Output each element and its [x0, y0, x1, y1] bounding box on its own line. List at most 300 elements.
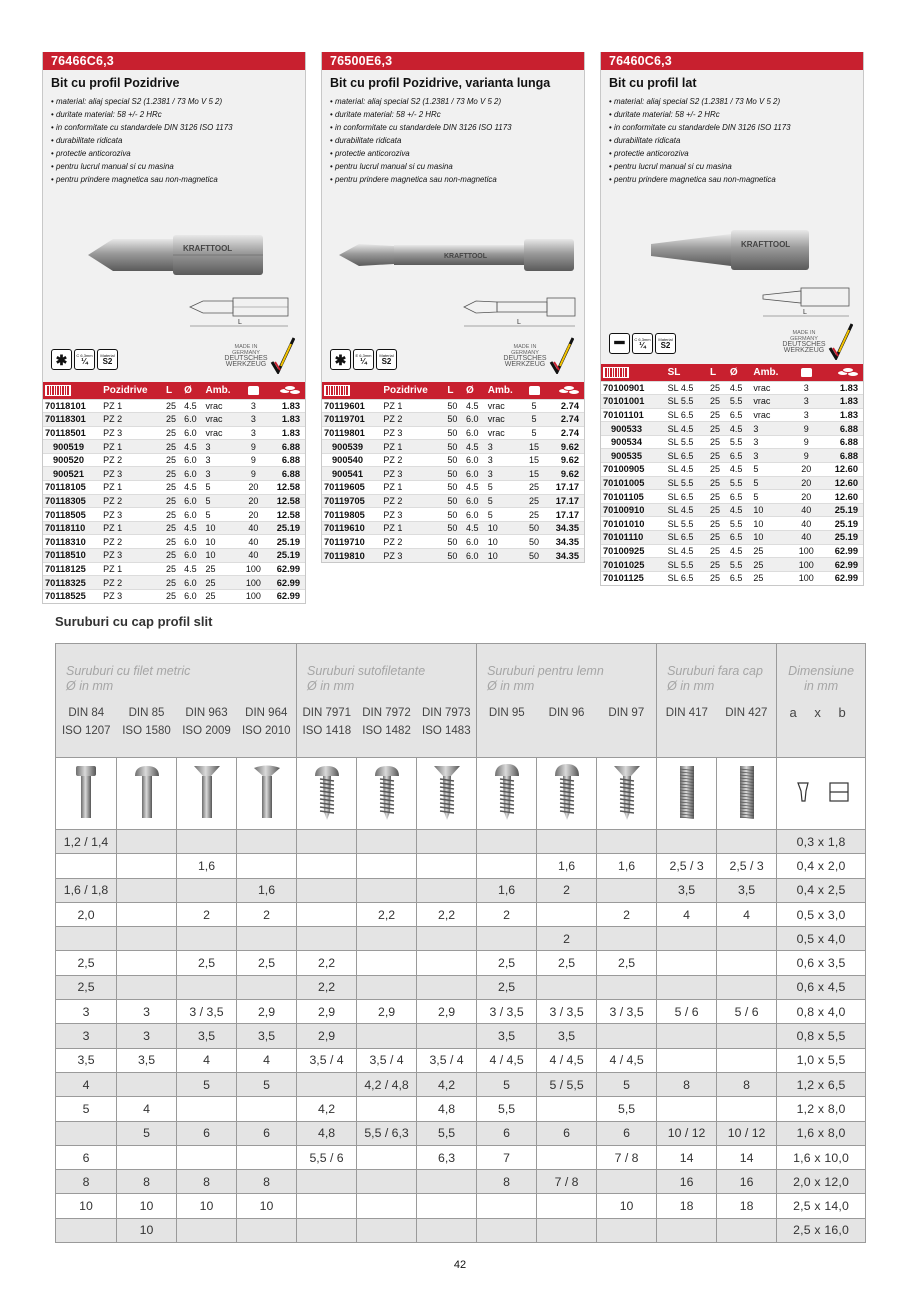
table-cell [297, 902, 357, 926]
table-cell: 3 [203, 453, 241, 467]
table-row [601, 517, 863, 531]
dimension-cell: 2,0 x 12,0 [777, 1170, 866, 1194]
table-cell [357, 854, 417, 878]
table-cell [237, 1097, 297, 1121]
table-cell: 3,5 [657, 878, 717, 902]
table-cell: 4.5 [182, 481, 203, 495]
table-cell: 5 [486, 508, 524, 522]
standard-cell: DIN 95 [477, 704, 537, 758]
table-row [601, 503, 863, 517]
table-cell: 6.0 [182, 467, 203, 481]
table-cell: 25 [708, 490, 728, 504]
dimension-cell: 0,5 x 3,0 [777, 902, 866, 926]
table-cell: 3 [793, 381, 820, 395]
table-cell: 6.5 [728, 490, 752, 504]
table-cell: PZ 1 [101, 440, 164, 454]
column-header: Amb. [203, 382, 241, 399]
product-title: Bit cu profil Pozidrive, varianta lunga [330, 76, 551, 90]
table-cell: 6.0 [464, 549, 486, 563]
price: 25.19 [266, 549, 305, 563]
table-cell: 5 [477, 1072, 537, 1096]
table-cell: 50 [445, 453, 464, 467]
standard-cell: DIN 964 ISO 2010 [237, 704, 297, 758]
table-cell: 3,5 / 4 [357, 1048, 417, 1072]
table-cell: SL 6.5 [666, 531, 708, 545]
feature-item: • material: aliaj special S2 (1.2381 / 73 Mo V 5 2) [51, 95, 277, 108]
material-s2-icon: Material S2 [655, 333, 676, 354]
table-cell [237, 1145, 297, 1169]
table-cell: 2,5 [56, 975, 117, 999]
table-cell: PZ 3 [101, 426, 164, 440]
table-cell [357, 1194, 417, 1218]
table-cell [357, 1145, 417, 1169]
table-row [43, 481, 305, 495]
table-cell: 10 [56, 1194, 117, 1218]
table-cell: 5 [524, 413, 544, 427]
table-row [56, 1194, 866, 1218]
screw-illustration [597, 758, 657, 830]
table-cell: vrac [751, 395, 792, 409]
table-cell [417, 927, 477, 951]
table-cell: 25 [203, 589, 241, 603]
dimension-label: L [238, 319, 242, 326]
table-cell: 3,5 [56, 1048, 117, 1072]
table-cell: 2,5 [56, 951, 117, 975]
table-cell: 6.5 [728, 571, 752, 585]
table-cell [657, 951, 717, 975]
feature-item: • protectie anticoroziva [609, 147, 835, 160]
table-cell: 2,2 [297, 951, 357, 975]
dimension-cell: 0,8 x 4,0 [777, 1000, 866, 1024]
table-cell: 2 [537, 878, 597, 902]
table-cell: 4.5 [182, 521, 203, 535]
table-cell [417, 854, 477, 878]
table-row [322, 481, 584, 495]
table-cell [117, 975, 177, 999]
table-cell: 2,5 [177, 951, 237, 975]
table-row [43, 440, 305, 454]
table-cell: 25 [524, 494, 544, 508]
table-cell: PZ 1 [101, 521, 164, 535]
price: 62.99 [820, 544, 863, 558]
table-cell: 3 [56, 1024, 117, 1048]
article-number: 70118105 [43, 481, 101, 495]
article-number: 900520 [43, 453, 101, 467]
table-row [322, 399, 584, 413]
article-number: 900534 [601, 435, 666, 449]
table-cell: 25 [164, 549, 182, 563]
article-number: 900519 [43, 440, 101, 454]
table-cell: PZ 3 [101, 589, 164, 603]
table-cell: 8 [657, 1072, 717, 1096]
table-cell [177, 927, 237, 951]
product-code: 76500E6,3 [322, 52, 584, 70]
table-row [601, 490, 863, 504]
table-cell [237, 975, 297, 999]
table-cell [477, 1194, 537, 1218]
table-cell [56, 1218, 117, 1242]
price: 1.83 [266, 413, 305, 427]
table-cell: 8 [237, 1170, 297, 1194]
table-cell [177, 1097, 237, 1121]
table-cell: 100 [793, 558, 820, 572]
table-cell: 5,5 [417, 1121, 477, 1145]
table-cell: vrac [751, 408, 792, 422]
table-cell: 4,8 [297, 1121, 357, 1145]
article-number: 70119701 [322, 413, 381, 427]
table-cell [717, 1024, 777, 1048]
table-cell: 25 [164, 494, 182, 508]
coins-icon [544, 382, 584, 399]
table-cell [717, 1048, 777, 1072]
price: 17.17 [544, 508, 584, 522]
price-table-body [43, 399, 305, 603]
article-number: 70101005 [601, 476, 666, 490]
dimension-cell: 1,0 x 5,5 [777, 1048, 866, 1072]
dimension-cell: 0,6 x 3,5 [777, 951, 866, 975]
table-cell: 6.0 [182, 426, 203, 440]
table-cell: PZ 2 [101, 453, 164, 467]
price: 1.83 [266, 426, 305, 440]
table-cell [477, 927, 537, 951]
table-cell: 25 [164, 413, 182, 427]
table-cell: 5.5 [728, 435, 752, 449]
table-cell: 4.5 [728, 463, 752, 477]
table-cell: 25 [164, 426, 182, 440]
screw-illustration [717, 758, 777, 830]
table-row [601, 422, 863, 436]
bit-dimension-drawing [761, 282, 856, 322]
coins-icon [266, 382, 305, 399]
table-cell: 25 [708, 449, 728, 463]
table-cell: 4 [56, 1072, 117, 1096]
table-row [322, 521, 584, 535]
price-table [322, 382, 584, 562]
table-cell [657, 975, 717, 999]
price: 25.19 [820, 503, 863, 517]
table-cell: 7 [477, 1145, 537, 1169]
standard-cell: DIN 97 [597, 704, 657, 758]
standard-cell: DIN 963 ISO 2009 [177, 704, 237, 758]
table-cell: 50 [445, 521, 464, 535]
hex-drive-icon: E 6,3mm ¼ [353, 349, 374, 370]
column-header: L [708, 364, 728, 381]
table-cell: 14 [717, 1145, 777, 1169]
table-cell: 25 [751, 544, 792, 558]
table-cell: 3 [241, 399, 266, 413]
table-cell [537, 1097, 597, 1121]
table-row [322, 535, 584, 549]
table-cell [597, 878, 657, 902]
table-cell [537, 1194, 597, 1218]
article-number: 900533 [601, 422, 666, 436]
price: 2.74 [544, 426, 584, 440]
table-cell: 50 [445, 508, 464, 522]
article-number: 900540 [322, 453, 381, 467]
price-table [601, 364, 863, 585]
table-cell: 1,2 / 1,4 [56, 830, 117, 854]
table-cell: PZ 2 [101, 494, 164, 508]
table-cell: 6.0 [464, 535, 486, 549]
table-cell [537, 975, 597, 999]
table-cell: 10 [237, 1194, 297, 1218]
table-cell: 8 [56, 1170, 117, 1194]
feature-item: • in conformitate cu standardele DIN 3126 ISO 1173 [51, 121, 277, 134]
product-card-76466 [42, 52, 306, 604]
table-row [56, 902, 866, 926]
table-cell: SL 5.5 [666, 435, 708, 449]
table-cell: 10 [486, 549, 524, 563]
table-cell: 50 [445, 426, 464, 440]
table-cell [597, 1170, 657, 1194]
table-cell [297, 1072, 357, 1096]
table-row [601, 395, 863, 409]
table-cell [177, 830, 237, 854]
standard-cell: DIN 7973 ISO 1483 [417, 704, 477, 758]
table-cell: 4.5 [464, 481, 486, 495]
table-row [601, 544, 863, 558]
table-cell: 4 [717, 902, 777, 926]
table-row [43, 562, 305, 576]
table-cell: 25 [708, 558, 728, 572]
table-cell [657, 1218, 717, 1242]
table-cell: 10 [751, 517, 792, 531]
table-cell: 8 [117, 1170, 177, 1194]
screw-illustration [657, 758, 717, 830]
table-cell [117, 927, 177, 951]
table-cell: PZ 2 [101, 413, 164, 427]
article-number: 70119801 [322, 426, 381, 440]
table-cell: 6.0 [464, 413, 486, 427]
price: 12.60 [820, 490, 863, 504]
table-cell: 6 [56, 1145, 117, 1169]
table-cell: 3 [793, 395, 820, 409]
table-cell: 4,2 / 4,8 [357, 1072, 417, 1096]
table-cell: SL 6.5 [666, 571, 708, 585]
table-cell: 100 [241, 576, 266, 590]
table-cell: 6.0 [464, 453, 486, 467]
standard-cell: DIN 84 ISO 1207 [56, 704, 117, 758]
table-row [43, 453, 305, 467]
table-cell: vrac [751, 381, 792, 395]
table-cell: 50 [524, 535, 544, 549]
table-cell: 25 [708, 463, 728, 477]
article-number: 70119705 [322, 494, 381, 508]
product-code: 76460C6,3 [601, 52, 863, 70]
table-cell [717, 975, 777, 999]
price: 2.74 [544, 413, 584, 427]
dimension-cell: 0,4 x 2,5 [777, 878, 866, 902]
article-number: 70101001 [601, 395, 666, 409]
dimension-cell: 1,6 x 8,0 [777, 1121, 866, 1145]
screw-illustration [177, 758, 237, 830]
table-row [43, 508, 305, 522]
table-cell: PZ 1 [101, 481, 164, 495]
dimension-diagram-icon [777, 758, 866, 830]
screw-illustration [417, 758, 477, 830]
table-cell: 15 [524, 453, 544, 467]
price: 34.35 [544, 549, 584, 563]
table-cell: 3,5 [477, 1024, 537, 1048]
table-cell [417, 1218, 477, 1242]
table-cell: 4 [117, 1097, 177, 1121]
price: 34.35 [544, 521, 584, 535]
column-header: Ø [464, 382, 486, 399]
table-cell: 50 [445, 467, 464, 481]
group-header-self-tapping: Suruburi sutofiletante Ø in mm [297, 644, 477, 704]
column-header: Ø [728, 364, 752, 381]
table-cell [237, 1218, 297, 1242]
table-cell: 2 [177, 902, 237, 926]
price: 17.17 [544, 481, 584, 495]
price: 12.58 [266, 481, 305, 495]
article-number: 70101110 [601, 531, 666, 545]
table-row [601, 435, 863, 449]
table-cell: PZ 2 [381, 535, 445, 549]
table-cell: 20 [793, 463, 820, 477]
price: 6.88 [820, 449, 863, 463]
price: 6.88 [266, 467, 305, 481]
table-row [56, 878, 866, 902]
table-cell [117, 951, 177, 975]
table-row [322, 453, 584, 467]
table-cell: 2,9 [297, 1000, 357, 1024]
table-cell: 14 [657, 1145, 717, 1169]
table-cell: 6.5 [728, 449, 752, 463]
feature-item: • duritate material: 58 +/- 2 HRc [51, 108, 277, 121]
table-cell [717, 951, 777, 975]
table-cell: 1,6 [237, 878, 297, 902]
table-row [43, 521, 305, 535]
table-cell: 2 [537, 927, 597, 951]
table-cell: 100 [793, 544, 820, 558]
table-cell [537, 1218, 597, 1242]
table-cell: 3,5 [537, 1024, 597, 1048]
table-cell: 18 [717, 1194, 777, 1218]
table-cell [117, 830, 177, 854]
table-cell: 6.0 [182, 494, 203, 508]
article-number: 70118301 [43, 413, 101, 427]
table-cell: 6.0 [182, 576, 203, 590]
table-cell: PZ 3 [381, 467, 445, 481]
table-cell: SL 5.5 [666, 476, 708, 490]
table-cell: 20 [241, 508, 266, 522]
table-row [43, 576, 305, 590]
table-cell: 5.5 [728, 395, 752, 409]
table-row [56, 830, 866, 854]
price-table [43, 382, 305, 603]
table-cell: 20 [793, 490, 820, 504]
table-cell: PZ 1 [101, 399, 164, 413]
table-cell: 2,9 [357, 1000, 417, 1024]
table-cell: PZ 2 [381, 494, 445, 508]
table-cell: 25 [203, 576, 241, 590]
table-cell: 100 [241, 589, 266, 603]
price: 12.60 [820, 476, 863, 490]
table-cell: 10 / 12 [657, 1121, 717, 1145]
price: 25.19 [266, 521, 305, 535]
bag-icon [793, 364, 820, 381]
table-cell: SL 4.5 [666, 463, 708, 477]
table-cell: 25 [164, 562, 182, 576]
article-number: 70101125 [601, 571, 666, 585]
table-row [43, 589, 305, 603]
table-cell: 9 [241, 453, 266, 467]
standards-row [56, 704, 866, 758]
price: 62.99 [266, 589, 305, 603]
table-cell [297, 854, 357, 878]
table-cell: 10 [117, 1218, 177, 1242]
dimension-cell: 2,5 x 16,0 [777, 1218, 866, 1242]
table-cell: 5 [56, 1097, 117, 1121]
table-cell: 25 [203, 562, 241, 576]
product-title: Bit cu profil Pozidrive [51, 76, 180, 90]
article-number: 70118305 [43, 494, 101, 508]
table-cell: 5 [203, 494, 241, 508]
table-cell: 50 [445, 399, 464, 413]
table-cell: 2,2 [417, 902, 477, 926]
feature-item: • pentru lucrul manual si cu masina [609, 160, 835, 173]
slotted-bit-photo [646, 222, 816, 277]
table-cell: 2,5 [477, 951, 537, 975]
table-cell: 100 [241, 562, 266, 576]
standard-cell: DIN 7971 ISO 1418 [297, 704, 357, 758]
table-row [56, 1145, 866, 1169]
article-number: 70119605 [322, 481, 381, 495]
table-cell: 2,5 / 3 [657, 854, 717, 878]
table-cell: 6.0 [182, 549, 203, 563]
barcode-icon [601, 364, 666, 381]
table-cell: 25 [708, 435, 728, 449]
table-row [43, 494, 305, 508]
table-row [601, 531, 863, 545]
table-cell: 4 [177, 1048, 237, 1072]
table-cell: vrac [486, 413, 524, 427]
table-cell: 16 [657, 1170, 717, 1194]
table-cell: 1,6 [537, 854, 597, 878]
table-cell [357, 1097, 417, 1121]
table-cell: SL 4.5 [666, 422, 708, 436]
feature-item: • protectie anticoroziva [330, 147, 556, 160]
table-cell: 25 [708, 422, 728, 436]
table-row [322, 467, 584, 481]
price: 62.99 [820, 571, 863, 585]
table-cell: 1,6 [477, 878, 537, 902]
feature-item: • duritate material: 58 +/- 2 HRc [609, 108, 835, 121]
table-cell [717, 927, 777, 951]
feature-item: • in conformitate cu standardele DIN 3126 ISO 1173 [609, 121, 835, 134]
table-cell: 3 [486, 440, 524, 454]
coins-icon [820, 364, 863, 381]
table-row [601, 571, 863, 585]
feature-item: • material: aliaj special S2 (1.2381 / 73 Mo V 5 2) [609, 95, 835, 108]
table-cell: 25 [164, 399, 182, 413]
table-cell: 4.5 [464, 440, 486, 454]
column-header: Pozidrive [381, 382, 445, 399]
material-s2-icon: Material S2 [376, 349, 397, 370]
table-cell: vrac [203, 426, 241, 440]
table-cell: 6.0 [182, 413, 203, 427]
table-cell: PZ 3 [381, 508, 445, 522]
table-row [322, 413, 584, 427]
table-row [56, 1000, 866, 1024]
table-cell: 5,5 / 6 [297, 1145, 357, 1169]
table-cell: 5 / 5,5 [537, 1072, 597, 1096]
article-number: 70119610 [322, 521, 381, 535]
table-row [56, 1121, 866, 1145]
table-cell: PZ 2 [101, 535, 164, 549]
table-row [322, 426, 584, 440]
